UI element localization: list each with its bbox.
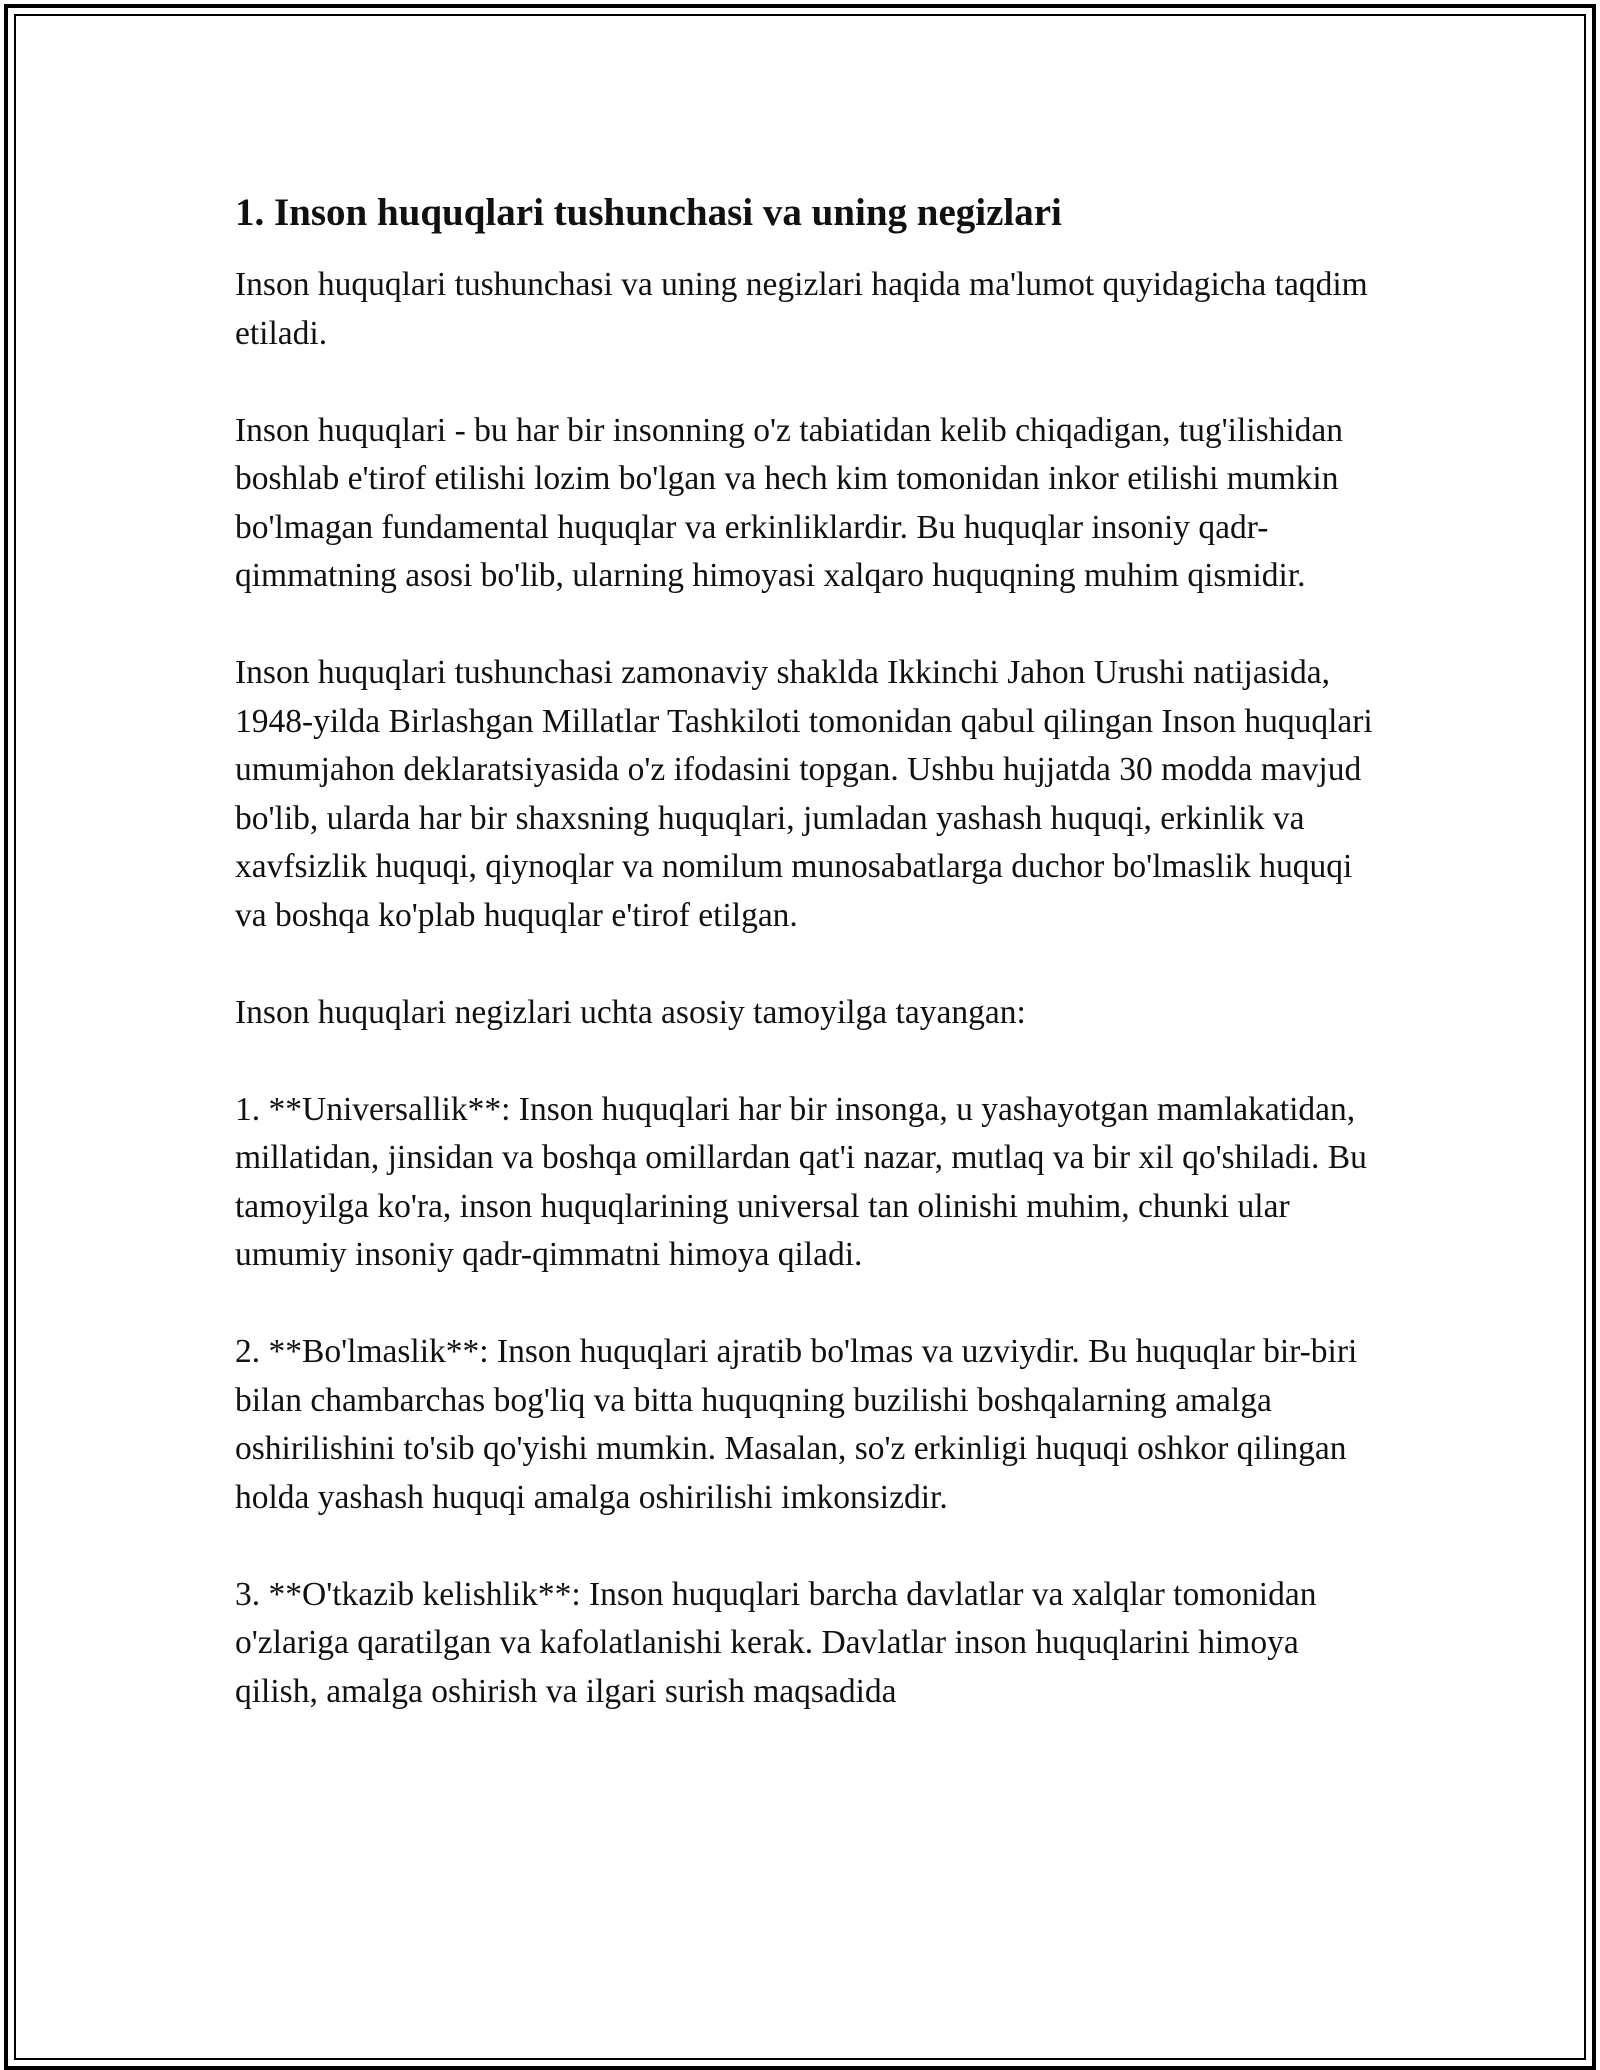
list-item-indivisibility: 2. **Bo'lmaslik**: Inson huquqlari ajratib bo'lmas va uzviydir. Bu huquqlar bir-biri bilan chambarchas bog'liq va bitta huquqning buzilishi boshqalarning amalga oshirilishini to'sib qo'yishi mumkin. Masalan, so'z erkinligi huquqi oshkor qilingan holda yashash huquqi amalga oshirilishi imkonsizdir. [235,1333,1358,1516]
list-item-obligation: 3. **O'tkazib kelishlik**: Inson huquqlari barcha davlatlar va xalqlar tomonidan o'zlariga qaratilgan va kafolatlanishi kerak. Davlatlar inson huquqlarini himoya qilish, amalga oshirish va ilgari surish maqsadida [235,1575,1317,1710]
paragraph-principles-intro: Inson huquqlari negizlari uchta asosiy tamoyilga tayangan: [235,993,1026,1031]
list-item-universality: 1. **Universallik**: Inson huquqlari har bir insonga, u yashayotgan mamlakatidan, millatidan, jinsidan va boshqa omillardan qat'i nazar, mutlaq va bir xil qo'shiladi. Bu tamoyilga ko'ra, inson huquqlarining universal tan olinishi muhim, chunki ular umumiy insoniy qadr-qimmatni himoya qiladi. [235,1090,1367,1273]
paragraph-definition: Inson huquqlari - bu har bir insonning o'z tabiatidan kelib chiqadigan, tug'ilishidan boshlab e'tirof etilishi lozim bo'lgan va hech kim tomonidan inkor etilishi mumkin bo'lmagan fundamental huquqlar va erkinliklardir. Bu huquqlar insoniy qadr-qimmatning asosi bo'lib, ularning himoyasi xalqaro huquqning muhim qismidir. [235,411,1344,594]
document-body [235,185,1385,1765]
paragraph-intro: Inson huquqlari tushunchasi va uning negizlari haqida ma'lumot quyidagicha taqdim etiladi. [235,266,1368,352]
paragraph-history: Inson huquqlari tushunchasi zamonaviy shaklda Ikkinchi Jahon Urushi natijasida, 1948-yilda Birlashgan Millatlar Tashkiloti tomonidan qabul qilingan Inson huquqlari umumjahon deklaratsiyasida o'z ifodasini topgan. Ushbu hujjatda 30 modda mavjud bo'lib, ularda har bir shaxsning huquqlari, jumladan yashash huquqi, erkinlik va xavfsizlik huquqi, qiynoqlar va nomilum munosabatlarga duchor bo'lmaslik huquqi va boshqa ko'plab huquqlar e'tirof etilgan. [235,654,1373,934]
section-heading: 1. Inson huquqlari tushunchasi va uning negizlari [235,191,1062,234]
